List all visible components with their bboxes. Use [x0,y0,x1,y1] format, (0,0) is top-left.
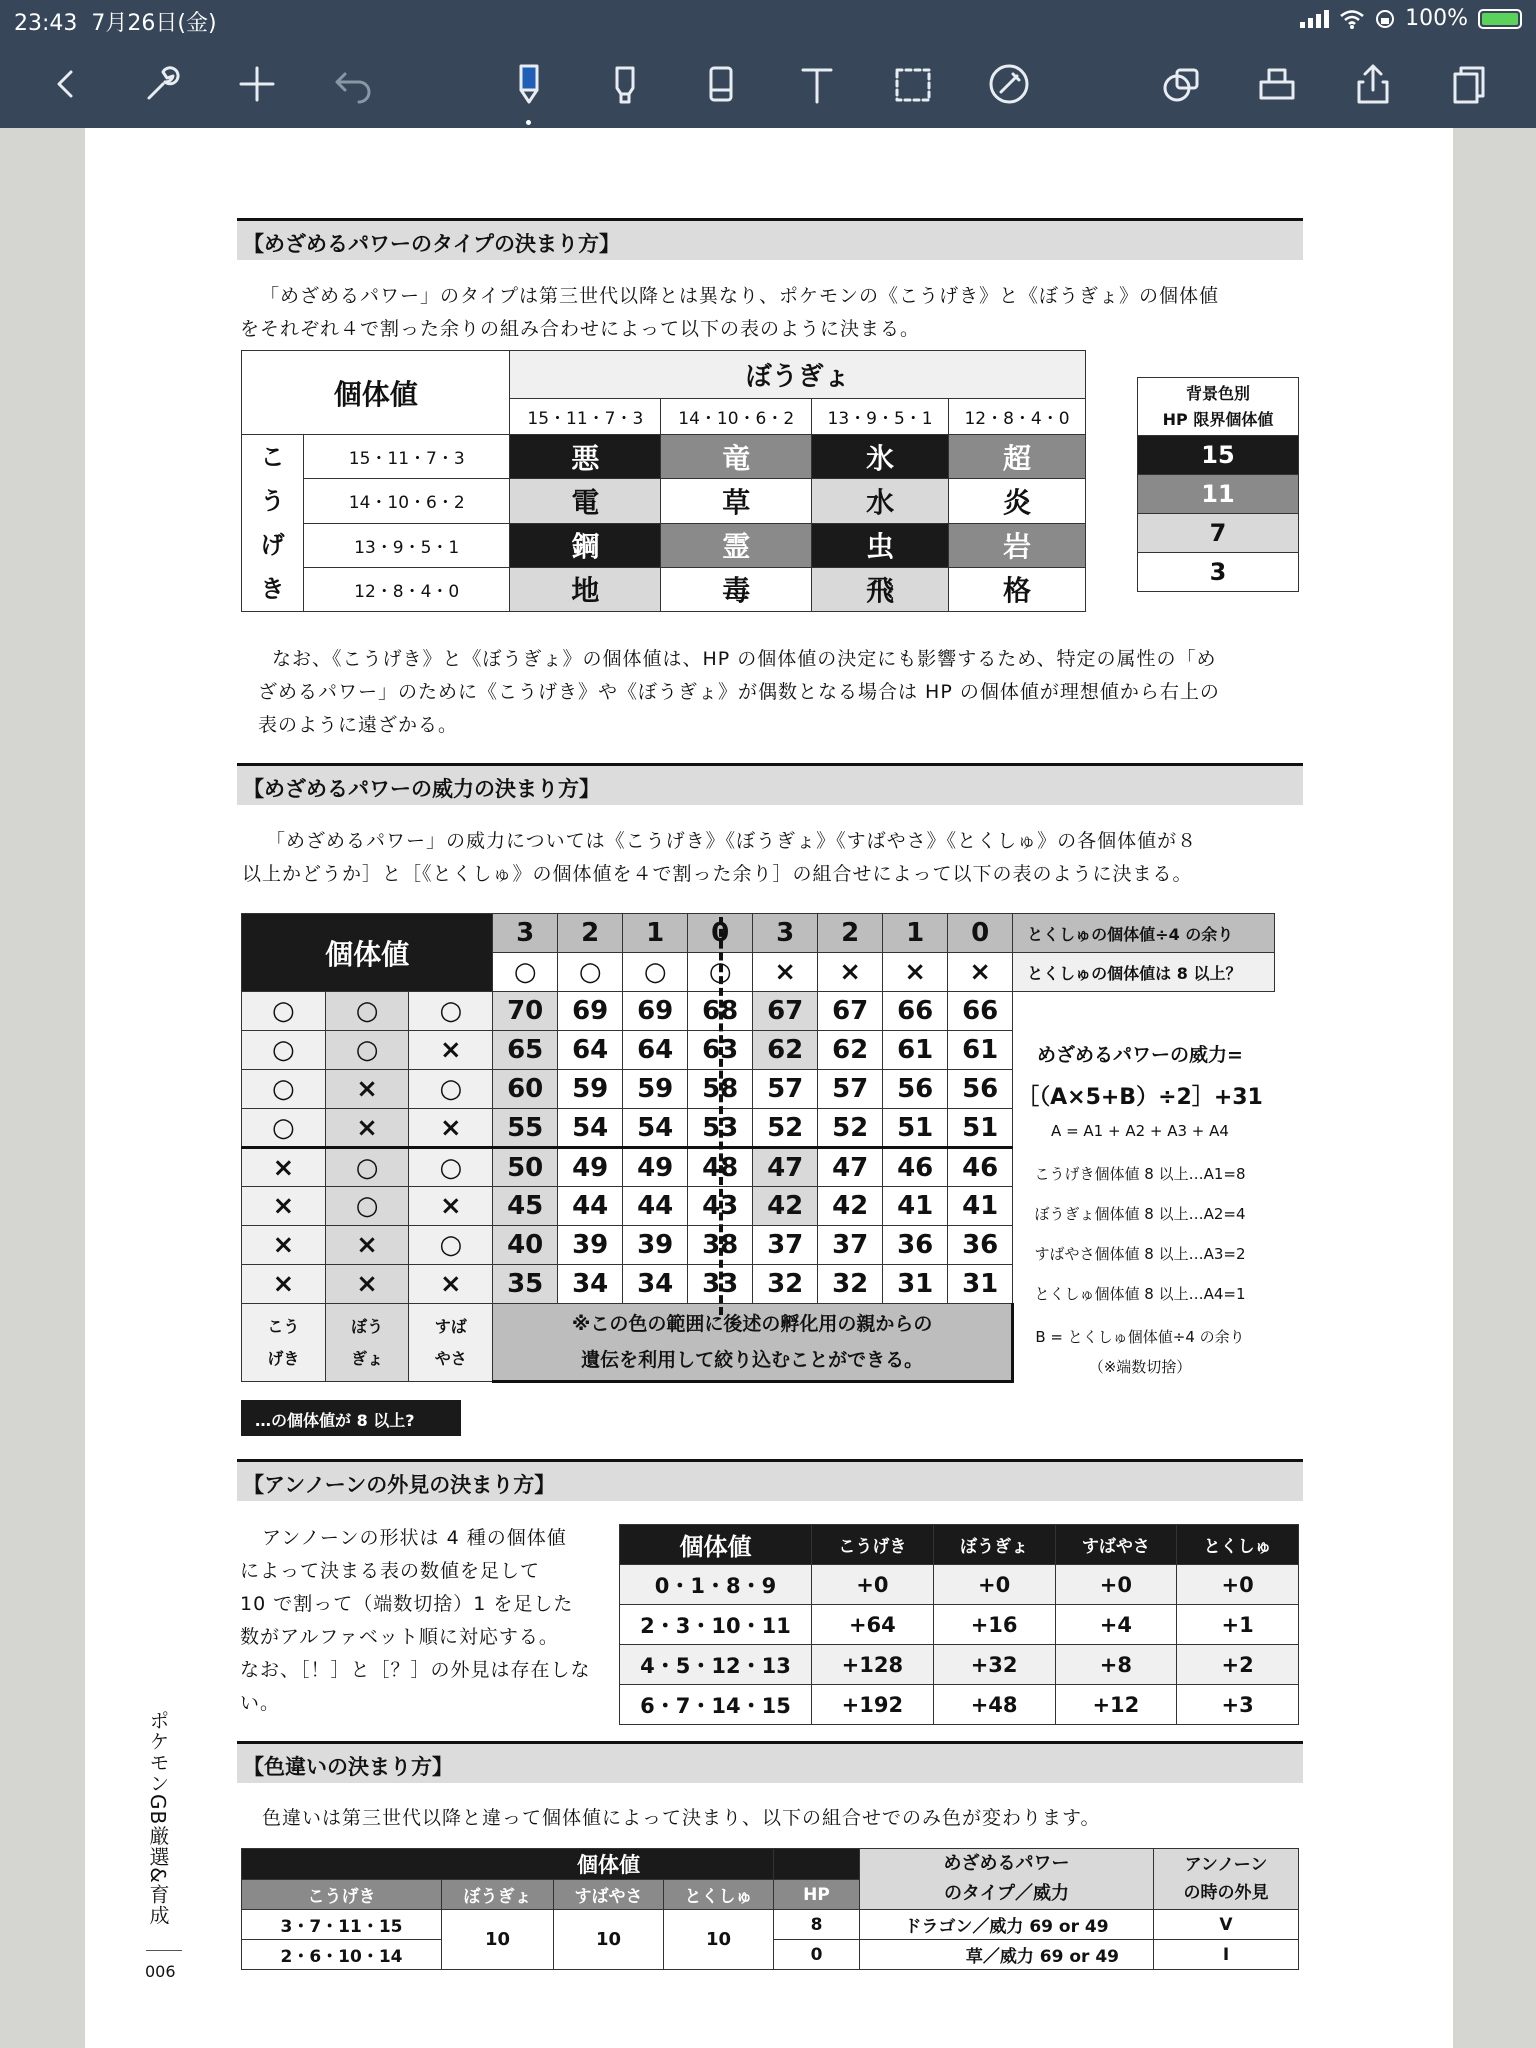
section4-paragraph: 色違いは第三世代以降と違って個体値によって決まり、以下の組合せでのみ色が変わります。 [262,1807,1101,1829]
power-cell: 65 [493,1031,558,1070]
power-cell: 36 [948,1226,1013,1265]
power-cell: 59 [623,1070,688,1109]
type-cell: 竜 [661,435,812,479]
s1-note-line1: なお、《こうげき》と《ぼうぎょ》の個体値は、HP の個体値の決定にも影響するため、特定の属性の「め [272,648,1217,670]
foot-atk: こう げき [242,1304,326,1382]
foot-def: ぼう ぎょ [325,1304,409,1382]
shiny-type: 草／威力 69 or 49 [860,1940,1154,1970]
unown-row [620,1565,1299,1605]
power-cell: 64 [558,1031,623,1070]
type-table-corner: 個体値 [242,351,510,435]
over8-header: × [883,953,948,992]
stat-flag: × [242,1148,326,1187]
type-power-header: めざめるパワー のタイプ／威力 [860,1849,1154,1910]
book-title-sidebar: ポケモンGB厳選&育成 [146,1710,170,1926]
unown-cell: +192 [812,1685,934,1725]
legend-title: 背景色別 HP 限界個体値 [1138,378,1299,436]
stat-flag: ○ [242,992,326,1031]
power-cell: 37 [818,1226,883,1265]
unown-header: こうげき [812,1525,934,1565]
stat-flag: × [409,1109,493,1148]
s3-line: なお、［！］と［？］の外見は存在しな [240,1659,591,1681]
highlighter-icon[interactable] [600,60,650,108]
power-cell: 43 [688,1187,753,1226]
battery-percent: 100% [1405,6,1468,31]
power-cell: 70 [493,992,558,1031]
status-right [1300,6,1522,31]
power-cell: 33 [688,1265,753,1304]
unown-cell: 6・7・14・15 [620,1685,812,1725]
rem-label: とくしゅの個体値÷4 の余り [1013,914,1275,953]
power-cell: 56 [883,1070,948,1109]
power-cell: 49 [623,1148,688,1187]
stat-flag: ○ [325,1187,409,1226]
back-icon[interactable] [40,60,90,108]
formula-a4: とくしゅ個体値 8 以上…A4=1 [1034,1285,1246,1303]
power-cell: 51 [948,1109,1013,1148]
power-cell: 54 [558,1109,623,1148]
unown-cell: +128 [812,1645,934,1685]
def-col: 13・9・5・1 [812,399,949,435]
type-cell: 水 [812,479,949,523]
power-cell: 45 [493,1187,558,1226]
shiny-def: 10 [442,1910,554,1970]
section2-paragraph [242,825,1302,891]
type-cell: 毒 [661,567,812,611]
stat-flag: × [242,1187,326,1226]
shiny-atk: 2・6・10・14 [242,1940,442,1970]
rem-header: 1 [623,914,688,953]
power-cell: 58 [688,1070,753,1109]
power-cell: 44 [623,1187,688,1226]
s3-line: アンノーンの形状は 4 種の個体値 [262,1527,567,1549]
rem-header: 2 [558,914,623,953]
power-cell: 57 [753,1070,818,1109]
lock-rotation-icon [1375,9,1395,29]
over8-header: ○ [688,953,753,992]
type-cell: 電 [510,479,661,523]
unown-cell: +1 [1177,1605,1299,1645]
active-tool-dot [526,120,531,125]
over8-header: × [948,953,1013,992]
formula-eq: ［（A×5+B）÷2］+31 [1017,1085,1263,1110]
blank-head [242,1849,442,1880]
type-cell: 格 [949,567,1086,611]
power-table-corner: 個体値 [242,914,493,992]
power-cell: 42 [818,1187,883,1226]
over8-label: とくしゅの個体値は 8 以上？ [1013,953,1275,992]
power-cell: 38 [688,1226,753,1265]
toolbar [0,40,1536,128]
power-cell: 48 [688,1148,753,1187]
unown-row [620,1685,1299,1725]
laser-icon[interactable] [984,60,1034,108]
power-cell: 32 [818,1265,883,1304]
power-cell: 61 [883,1031,948,1070]
share-icon[interactable] [1348,60,1398,108]
power-row [242,992,1275,1031]
s1-note-line2: ざめるパワー」のために《こうげき》や《ぼうぎょ》が偶数となる場合は HP の個体値が理想値から右上の [258,681,1220,703]
unown-header: 個体値 [620,1525,812,1565]
type-table [241,350,1086,612]
unown-row [620,1645,1299,1685]
power-cell: 52 [753,1109,818,1148]
lasso-icon[interactable] [888,60,938,108]
pen-icon[interactable] [504,60,554,108]
section-title-shiny: 【色違いの決まり方】 [237,1741,1303,1783]
type-cell: 飛 [812,567,949,611]
power-cell: 44 [558,1187,623,1226]
s3-line: い。 [240,1692,281,1714]
stat-flag: ○ [409,1226,493,1265]
shiny-col-header: とくしゅ [664,1880,774,1910]
rem-header: 0 [688,914,753,953]
power-cell: 53 [688,1109,753,1148]
over8-header: × [818,953,883,992]
atk-row: 14・10・6・2 [304,479,510,523]
unown-cell: +48 [933,1685,1055,1725]
rem-header: 3 [753,914,818,953]
power-cell: 54 [623,1109,688,1148]
stat-flag: × [325,1109,409,1148]
s3-line: によって決まる表の数値を足して [240,1560,541,1582]
formula-title: めざめるパワーの威力= [1037,1044,1243,1066]
unown-cell: +0 [1055,1565,1177,1605]
dash-divider [719,917,723,1315]
wifi-icon [1339,9,1365,29]
s1-note-line3: 表のように遠ざかる。 [258,714,459,736]
power-cell: 66 [948,992,1013,1031]
shiny-table [241,1848,1299,1970]
stat-flag: × [409,1031,493,1070]
shiny-spc: 10 [664,1910,774,1970]
over8-row-label: …の個体値が 8 以上? [241,1400,461,1436]
text-icon[interactable] [792,60,842,108]
power-cell: 51 [883,1109,948,1148]
type-cell: 鋼 [510,523,661,567]
power-cell: 50 [493,1148,558,1187]
stat-flag: ○ [242,1109,326,1148]
def-header: ぼうぎょ [510,351,1086,399]
unown-cell: +16 [933,1605,1055,1645]
shiny-type: ドラゴン／威力 69 or 49 [860,1910,1154,1940]
s3-line: 数がアルファベット順に対応する。 [240,1626,559,1648]
shiny-unown: I [1154,1940,1299,1970]
power-cell: 46 [948,1148,1013,1187]
shiny-atk: 3・7・11・15 [242,1910,442,1940]
stat-flag: ○ [325,1031,409,1070]
power-cell: 35 [493,1265,558,1304]
rem-header: 2 [818,914,883,953]
unown-cell: +2 [1177,1645,1299,1685]
s2-line2: 以上かどうか］と［《とくしゅ》の個体値を４で割った余り］の組合せによって以下の表のように決まる。 [242,863,1193,885]
power-cell: 62 [753,1031,818,1070]
power-cell: 39 [623,1226,688,1265]
wrench-icon[interactable] [136,60,186,108]
power-cell: 36 [883,1226,948,1265]
power-cell: 67 [753,992,818,1031]
power-cell: 42 [753,1187,818,1226]
stat-flag: × [325,1070,409,1109]
unown-cell: 0・1・8・9 [620,1565,812,1605]
unown-cell: +8 [1055,1645,1177,1685]
rem-header: 3 [493,914,558,953]
power-cell: 49 [558,1148,623,1187]
shiny-unown: V [1154,1910,1299,1940]
s3-line: 10 で割って（端数切捨）1 を足した [240,1593,574,1615]
s1-line2: をそれぞれ４で割った余りの組み合わせによって以下の表のように決まる。 [240,318,921,340]
power-cell: 37 [753,1226,818,1265]
blank-head [664,1849,774,1880]
unown-look-header: アンノーン の時の外見 [1154,1849,1299,1910]
s1-line1: 「めざめるパワー」のタイプは第三世代以降とは異なり、ポケモンの《こうげき》と《ぼうぎょ》の個体値 [260,285,1220,307]
formula-a: A = A1 + A2 + A3 + A4 [1051,1122,1229,1140]
stat-flag: × [325,1226,409,1265]
power-cell: 52 [818,1109,883,1148]
section3-paragraph [240,1522,600,1720]
rem-header: 1 [883,914,948,953]
status-bar [0,0,1536,40]
shiny-hp: 0 [774,1940,860,1970]
unown-header: ぼうぎょ [933,1525,1055,1565]
stat-flag: ○ [409,992,493,1031]
shiny-hp: 8 [774,1910,860,1940]
unown-cell: 4・5・12・13 [620,1645,812,1685]
shiny-col-header: すばやさ [554,1880,664,1910]
power-cell: 47 [818,1148,883,1187]
type-cell: 岩 [949,523,1086,567]
power-cell: 56 [948,1070,1013,1109]
over8-header: ○ [558,953,623,992]
power-cell: 64 [623,1031,688,1070]
power-cell: 55 [493,1109,558,1148]
atk-row: 13・9・5・1 [304,523,510,567]
def-col: 12・8・4・0 [949,399,1086,435]
power-cell: 41 [948,1187,1013,1226]
battery-icon [1478,9,1522,29]
rem-header: 0 [948,914,1013,953]
power-cell: 60 [493,1070,558,1109]
power-cell: 34 [623,1265,688,1304]
stat-flag: × [409,1187,493,1226]
iv-group-header: 個体値 [554,1849,664,1880]
plus-icon[interactable] [232,60,282,108]
type-cell: 悪 [510,435,661,479]
power-cell: 66 [883,992,948,1031]
unown-row [620,1605,1299,1645]
unown-header: すばやさ [1055,1525,1177,1565]
formula-a1: こうげき個体値 8 以上…A1=8 [1034,1165,1246,1183]
power-cell: 61 [948,1031,1013,1070]
def-col: 14・10・6・2 [661,399,812,435]
unown-cell: +0 [933,1565,1055,1605]
unown-cell: +64 [812,1605,934,1645]
stat-flag: ○ [325,992,409,1031]
unown-rows [620,1565,1299,1725]
section1-paragraph [240,280,1305,346]
hp-legend-table [1137,377,1299,592]
foot-spe: すば やさ [409,1304,493,1382]
power-cell: 67 [818,992,883,1031]
battery-fill [1482,13,1518,25]
shiny-col-header: HP [774,1880,860,1910]
power-cell: 69 [558,992,623,1031]
formula-a2: ぼうぎょ個体値 8 以上…A2=4 [1034,1205,1246,1223]
atk-row: 15・11・7・3 [304,435,510,479]
power-cell: 41 [883,1187,948,1226]
power-cell: 47 [753,1148,818,1187]
legend-11: 11 [1138,475,1299,514]
unown-cell: +4 [1055,1605,1177,1645]
unown-table [619,1524,1299,1725]
unown-cell: +3 [1177,1685,1299,1725]
power-cell: 34 [558,1265,623,1304]
stat-flag: × [242,1265,326,1304]
pagenum-rule [146,1950,182,1951]
unown-header: とくしゅ [1177,1525,1299,1565]
section1-note [258,643,1308,742]
power-cell: 39 [558,1226,623,1265]
power-cell: 31 [948,1265,1013,1304]
power-cell: 59 [558,1070,623,1109]
power-table [241,913,1275,1383]
type-cell: 草 [661,479,812,523]
formula-a3: すばやさ個体値 8 以上…A3=2 [1034,1245,1246,1263]
section-title-type: 【めざめるパワーのタイプの決まり方】 [237,218,1303,260]
type-cell: 虫 [812,523,949,567]
type-cell: 地 [510,567,661,611]
legend-7: 7 [1138,514,1299,553]
atk-header: こ う げ き [242,435,304,612]
section-title-unown: 【アンノーンの外見の決まり方】 [237,1459,1303,1501]
shapes-icon[interactable] [1156,60,1206,108]
stat-flag: × [242,1226,326,1265]
def-col: 15・11・7・3 [510,399,661,435]
stat-flag: ○ [325,1148,409,1187]
signal-icon [1300,10,1329,28]
page-number: 006 [145,1962,176,1981]
power-cell: 68 [688,992,753,1031]
type-cell: 超 [949,435,1086,479]
over8-header: × [753,953,818,992]
shiny-col-header: ぼうぎょ [442,1880,554,1910]
power-cell: 46 [883,1148,948,1187]
over8-header: ○ [623,953,688,992]
power-cell: 32 [753,1265,818,1304]
type-cell: 炎 [949,479,1086,523]
unown-cell: 2・3・10・11 [620,1605,812,1645]
shiny-spe: 10 [554,1910,664,1970]
unown-cell: +12 [1055,1685,1177,1725]
blank-head [774,1849,860,1880]
s2-line1: 「めざめるパワー」の威力については《こうげき》《ぼうぎょ》《すばやさ》《とくしゅ》の各個体値が８ [266,830,1198,852]
power-cell: 69 [623,992,688,1031]
type-cell: 氷 [812,435,949,479]
heredity-note: ※この色の範囲に後述の孵化用の親からの 遺伝を利用して絞り込むことができる。 [493,1304,1013,1382]
unown-cell: +0 [812,1565,934,1605]
undo-icon[interactable] [328,60,378,108]
power-cell: 63 [688,1031,753,1070]
stat-flag: ○ [242,1031,326,1070]
formula-b-note: （※端数切捨） [1088,1358,1192,1376]
section-title-power: 【めざめるパワーの威力の決まり方】 [237,763,1303,805]
stat-flag: ○ [409,1148,493,1187]
shiny-col-header: こうげき [242,1880,442,1910]
power-cell: 40 [493,1226,558,1265]
type-cell: 霊 [661,523,812,567]
stat-flag: ○ [242,1070,326,1109]
unown-cell: +32 [933,1645,1055,1685]
power-cell: 31 [883,1265,948,1304]
atk-row: 12・8・4・0 [304,567,510,611]
legend-3: 3 [1138,553,1299,592]
stat-flag: ○ [409,1070,493,1109]
stat-flag: × [325,1265,409,1304]
pages-icon[interactable] [1444,60,1494,108]
date: 7月26日(金) [91,11,217,36]
blank-head [442,1849,554,1880]
status-time [14,6,217,37]
eraser-icon[interactable] [696,60,746,108]
power-cell: 57 [818,1070,883,1109]
over8-header: ○ [493,953,558,992]
formula-b: B = とくしゅ個体値÷4 の余り [1035,1328,1245,1346]
zoom-window-icon[interactable] [1252,60,1302,108]
legend-15: 15 [1138,436,1299,475]
power-cell: 62 [818,1031,883,1070]
clock: 23:43 [14,11,78,36]
stat-flag: × [409,1265,493,1304]
unown-cell: +0 [1177,1565,1299,1605]
